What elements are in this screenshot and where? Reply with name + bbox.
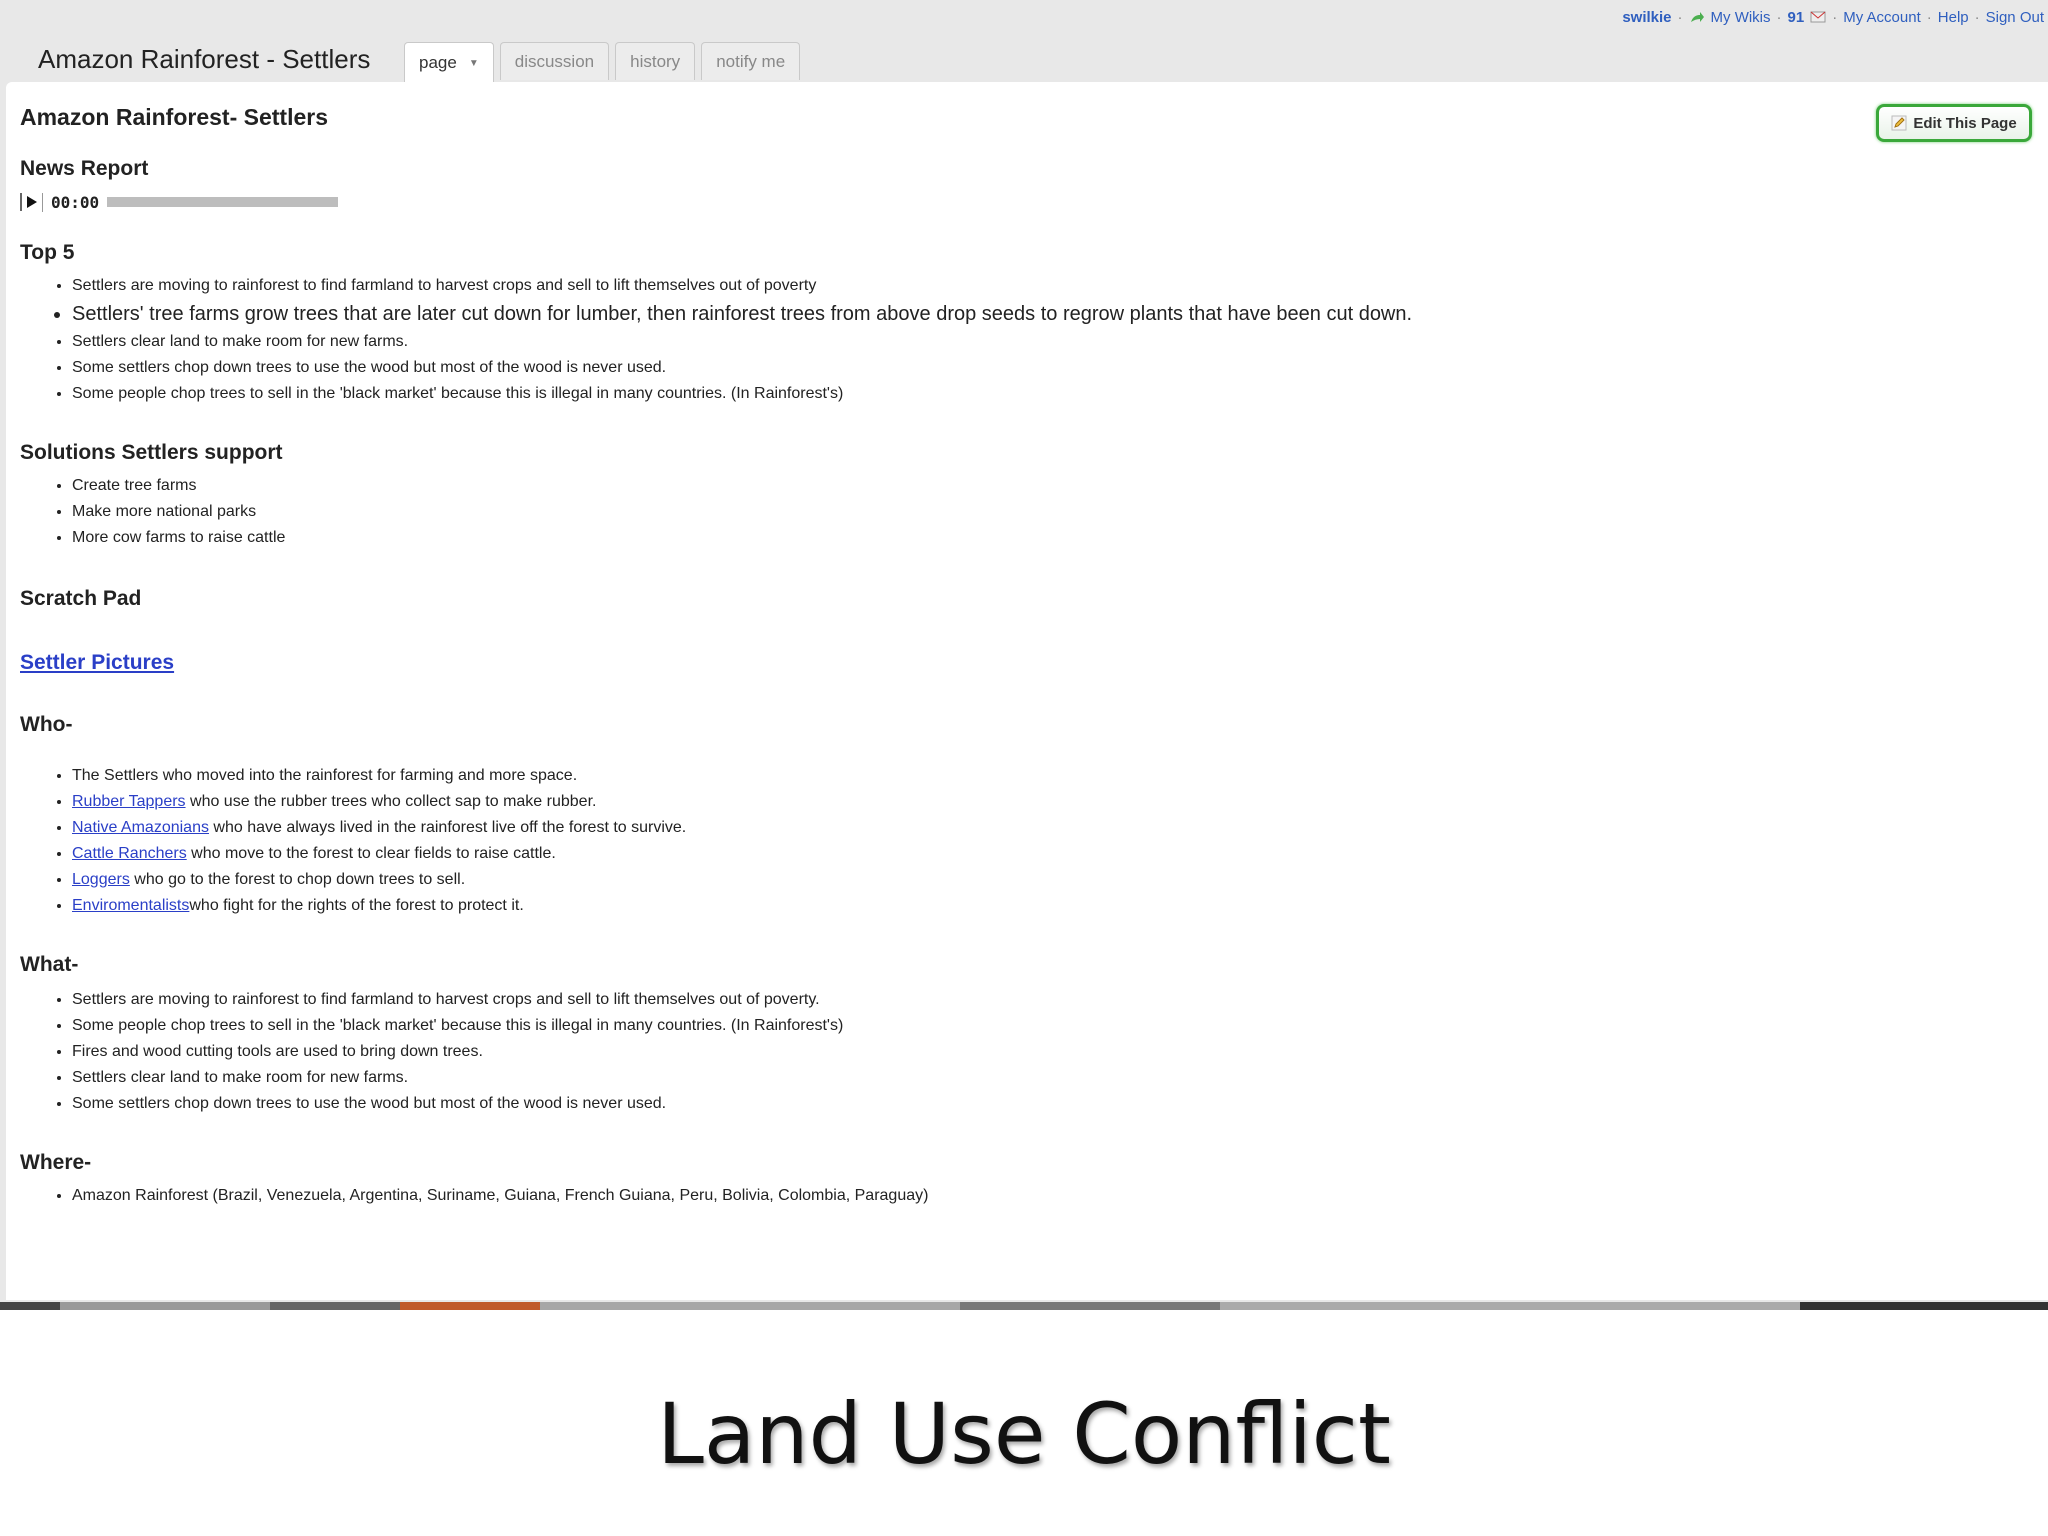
mail-icon[interactable] <box>1810 10 1826 24</box>
arrow-icon <box>1689 10 1705 24</box>
sign-out-link[interactable]: Sign Out <box>1985 8 2044 26</box>
list-item: • Settlers clear land to make room for new farms. <box>72 1065 2028 1091</box>
tab-page[interactable] <box>404 42 494 83</box>
list-item: • Some settlers chop down trees to use the wood but most of the wood is never used. <box>72 1091 2028 1117</box>
list-item: • Enviromentalistswho fight for the rights of the forest to protect it. <box>72 893 2028 919</box>
top5-list <box>20 273 2028 407</box>
loggers-link[interactable]: Loggers <box>72 871 130 888</box>
play-icon <box>27 196 37 208</box>
tab-history[interactable]: history <box>615 42 695 80</box>
top5-heading: Top 5 <box>20 241 75 264</box>
page-tabs <box>404 42 800 83</box>
rubber-tappers-link[interactable]: Rubber Tappers <box>72 793 186 810</box>
list-item: • Some people chop trees to sell in the 'black market' because this is illegal in many countries. (In Rainforest's) <box>72 1013 2028 1039</box>
enviromentalists-link[interactable]: Enviromentalists <box>72 897 190 914</box>
my-account-link[interactable]: My Account <box>1843 8 1921 26</box>
audio-time: 00:00 <box>42 193 107 212</box>
scratch-pad-heading: Scratch Pad <box>20 587 142 610</box>
list-item: • Create tree farms <box>72 473 2028 499</box>
wiki-title: Amazon Rainforest - Settlers <box>38 44 371 74</box>
cattle-ranchers-link[interactable]: Cattle Ranchers <box>72 845 187 862</box>
list-item: • Native Amazonians who have always lived in the rainforest live off the forest to survive. <box>72 815 2028 841</box>
list-item: • More cow farms to raise cattle <box>72 525 2028 551</box>
page-title: Amazon Rainforest- Settlers <box>20 104 329 130</box>
thumbnail-strip <box>0 1302 2048 1310</box>
who-heading: Who- <box>20 713 73 736</box>
user-bar: swilkie · My Wikis · 91 · My Account · Help · Sign Out <box>1622 8 2044 26</box>
tab-discussion[interactable]: discussion <box>500 42 609 80</box>
help-link[interactable]: Help <box>1937 8 1969 26</box>
list-item: • Amazon Rainforest (Brazil, Venezuela, Argentina, Suriname, Guiana, French Guiana, Peru, Bolivia, Colombia, Paraguay) <box>72 1183 2028 1209</box>
audio-player <box>20 193 338 211</box>
username-link[interactable]: swilkie <box>1622 8 1672 26</box>
list-item: • Rubber Tappers who use the rubber trees who collect sap to make rubber. <box>72 789 2028 815</box>
tab-page-label: page <box>419 53 457 72</box>
message-count-link[interactable]: 91 <box>1787 8 1805 26</box>
solutions-heading: Solutions Settlers support <box>20 441 283 464</box>
my-wikis-link[interactable]: My Wikis <box>1710 8 1771 26</box>
tab-notify-me[interactable]: notify me <box>701 42 800 80</box>
list-item: • Settlers clear land to make room for new farms. <box>72 329 2028 355</box>
content-panel <box>6 82 2048 1300</box>
slide-title: Land Use Conflict <box>657 1385 1391 1483</box>
play-button[interactable] <box>22 193 42 211</box>
page-content <box>20 104 2028 1209</box>
list-item: • Fires and wood cutting tools are used to bring down trees. <box>72 1039 2028 1065</box>
settler-pictures-link[interactable]: Settler Pictures <box>20 651 175 674</box>
what-list <box>20 987 2028 1117</box>
list-item: • The Settlers who moved into the rainforest for farming and more space. <box>72 763 2028 789</box>
where-list <box>20 1183 2028 1209</box>
news-report-heading: News Report <box>20 157 149 180</box>
list-item: • Some settlers chop down trees to use the wood but most of the wood is never used. <box>72 355 2028 381</box>
solutions-list <box>20 473 2028 551</box>
audio-progress-bar[interactable] <box>107 197 338 207</box>
list-item: • Loggers who go to the forest to chop down trees to sell. <box>72 867 2028 893</box>
what-heading: What- <box>20 953 79 976</box>
where-heading: Where- <box>20 1151 92 1174</box>
list-item: • Settlers' tree farms grow trees that are later cut down for lumber, then rainforest trees from above drop seeds to regrow plants that have been cut down. <box>72 299 2028 329</box>
edit-page-label: Edit This Page <box>1913 114 2017 132</box>
list-item: • Some people chop trees to sell in the 'black market' because this is illegal in many countries. (In Rainforest's) <box>72 381 2028 407</box>
chevron-down-icon: ▼ <box>468 57 479 69</box>
list-item: • Make more national parks <box>72 499 2028 525</box>
list-item: • Cattle Ranchers who move to the forest to clear fields to raise cattle. <box>72 841 2028 867</box>
list-item: • Settlers are moving to rainforest to find farmland to harvest crops and sell to lift themselves out of poverty <box>72 273 2028 299</box>
who-list <box>20 763 2028 919</box>
native-amazonians-link[interactable]: Native Amazonians <box>72 819 209 836</box>
list-item: • Settlers are moving to rainforest to find farmland to harvest crops and sell to lift themselves out of poverty. <box>72 987 2028 1013</box>
